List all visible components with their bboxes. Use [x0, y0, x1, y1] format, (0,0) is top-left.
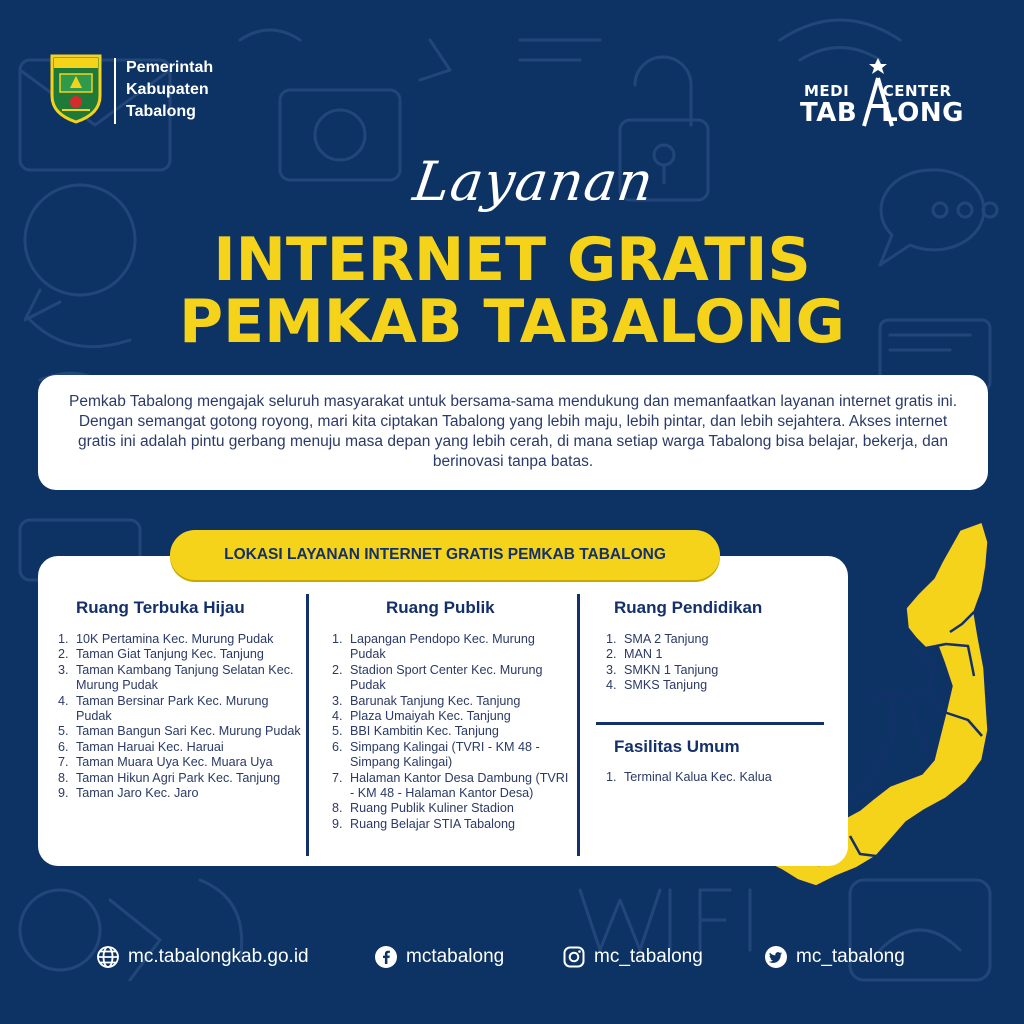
list-item: 9. Ruang Belajar STIA Tabalong — [332, 816, 515, 831]
section-divider — [596, 722, 824, 725]
footer-website[interactable] — [96, 942, 309, 972]
script-title: Layanan — [409, 150, 658, 213]
intro-box — [38, 375, 988, 490]
footer-instagram-text: mc_tabalong — [594, 946, 703, 967]
umum-heading: Fasilitas Umum — [614, 737, 740, 756]
list-item: 4. Taman Bersinar Park Kec. Murung Pudak — [58, 693, 269, 724]
globe-icon — [96, 945, 120, 969]
org-line-1: Pemerintah — [126, 59, 214, 76]
column-divider-2 — [577, 594, 580, 856]
list-item: 7. Taman Muara Uya Kec. Muara Uya — [58, 755, 273, 770]
header-divider — [114, 58, 116, 124]
list-item: 8. Taman Hikun Agri Park Kec. Tanjung — [58, 770, 281, 785]
media-center-logo — [798, 56, 980, 130]
rth-heading: Ruang Terbuka Hijau — [76, 598, 245, 617]
list-item: 3. SMKN 1 Tanjung — [606, 662, 719, 677]
footer-facebook-text: mctabalong — [406, 946, 505, 967]
intro-text: Pemkab Tabalong mengajak seluruh masyarakat untuk bersama-sama mendukung dan memanfaatkan layanan internet gratis ini. Dengan semangat gotong royong, mari kita ciptakan Tabalong yang lebih maju, lebih pintar, dan lebih sejahtera. Akses internet gratis ini adalah pintu gerbang menuju masa depan yang lebih cerah, di mana setiap warga Tabalong bisa belajar, bekerja, dan berinovasi tanpa batas. — [68, 393, 958, 470]
list-item: 3. Barunak Tanjung Kec. Tanjung — [332, 693, 521, 708]
list-item: 4. SMKS Tanjung — [606, 678, 708, 693]
pendidikan-list — [606, 632, 766, 694]
list-item: 9. Taman Jaro Kec. Jaro — [58, 786, 199, 801]
org-line-3: Tabalong — [126, 103, 196, 120]
locations-heading: LOKASI LAYANAN INTERNET GRATIS PEMKAB TABALONG — [224, 546, 666, 563]
tower-icon — [860, 56, 896, 128]
list-item: 1. Lapangan Pendopo Kec. Murung Pudak — [332, 632, 535, 662]
list-item: 6. Simpang Kalingai (TVRI - KM 48 - Simpang Kalingai) — [332, 739, 540, 770]
footer-twitter[interactable] — [764, 942, 905, 972]
main-title-line-2: PEMKAB TABALONG — [179, 287, 845, 357]
column-divider-1 — [306, 594, 309, 856]
list-item: 6. Taman Haruai Kec. Haruai — [58, 739, 224, 754]
rth-list — [58, 632, 302, 801]
list-item: 2. Stadion Sport Center Kec. Murung Pudak — [332, 662, 543, 693]
list-item: 3. Taman Kambang Tanjung Selatan Kec. Murung Pudak — [58, 662, 294, 693]
publik-list — [332, 632, 570, 832]
tabalong-crest-icon — [48, 52, 104, 124]
list-item: 2. MAN 1 — [606, 647, 663, 662]
org-name — [126, 57, 213, 123]
list-item: 2. Taman Giat Tanjung Kec. Tanjung — [58, 647, 264, 662]
list-item: 1. SMA 2 Tanjung — [606, 632, 709, 646]
list-item: 5. BBI Kambitin Kec. Tanjung — [332, 724, 499, 739]
list-item: 8. Ruang Publik Kuliner Stadion — [332, 801, 514, 816]
pendidikan-heading: Ruang Pendidikan — [614, 598, 763, 617]
footer-instagram[interactable] — [562, 942, 703, 972]
facebook-icon — [374, 945, 398, 969]
media-center-bottom-a: TAB — [800, 98, 858, 128]
footer-twitter-text: mc_tabalong — [796, 946, 905, 967]
main-title-line-1: INTERNET GRATIS — [213, 225, 811, 295]
instagram-icon — [562, 945, 586, 969]
list-item: 7. Halaman Kantor Desa Dambung (TVRI - KM 48 - Halaman Kantor Desa) — [332, 770, 569, 801]
footer-website-text: mc.tabalongkab.go.id — [128, 946, 309, 967]
media-center-bottom-b: LONG — [881, 98, 964, 128]
list-item: 5. Taman Bangun Sari Kec. Murung Pudak — [58, 724, 301, 739]
locations-heading-pill — [170, 530, 720, 580]
publik-heading: Ruang Publik — [386, 598, 495, 617]
media-center-top-b: CENTER — [882, 82, 952, 100]
org-line-2: Kabupaten — [126, 81, 209, 98]
list-item: 4. Plaza Umaiyah Kec. Tanjung — [332, 709, 511, 724]
list-item: 1. Terminal Kalua Kec. Kalua — [606, 770, 772, 784]
umum-list — [606, 770, 806, 785]
footer-facebook[interactable] — [374, 942, 504, 972]
twitter-icon — [764, 945, 788, 969]
list-item: 1. 10K Pertamina Kec. Murung Pudak — [58, 632, 274, 646]
media-center-top-a: MEDI — [804, 82, 850, 100]
